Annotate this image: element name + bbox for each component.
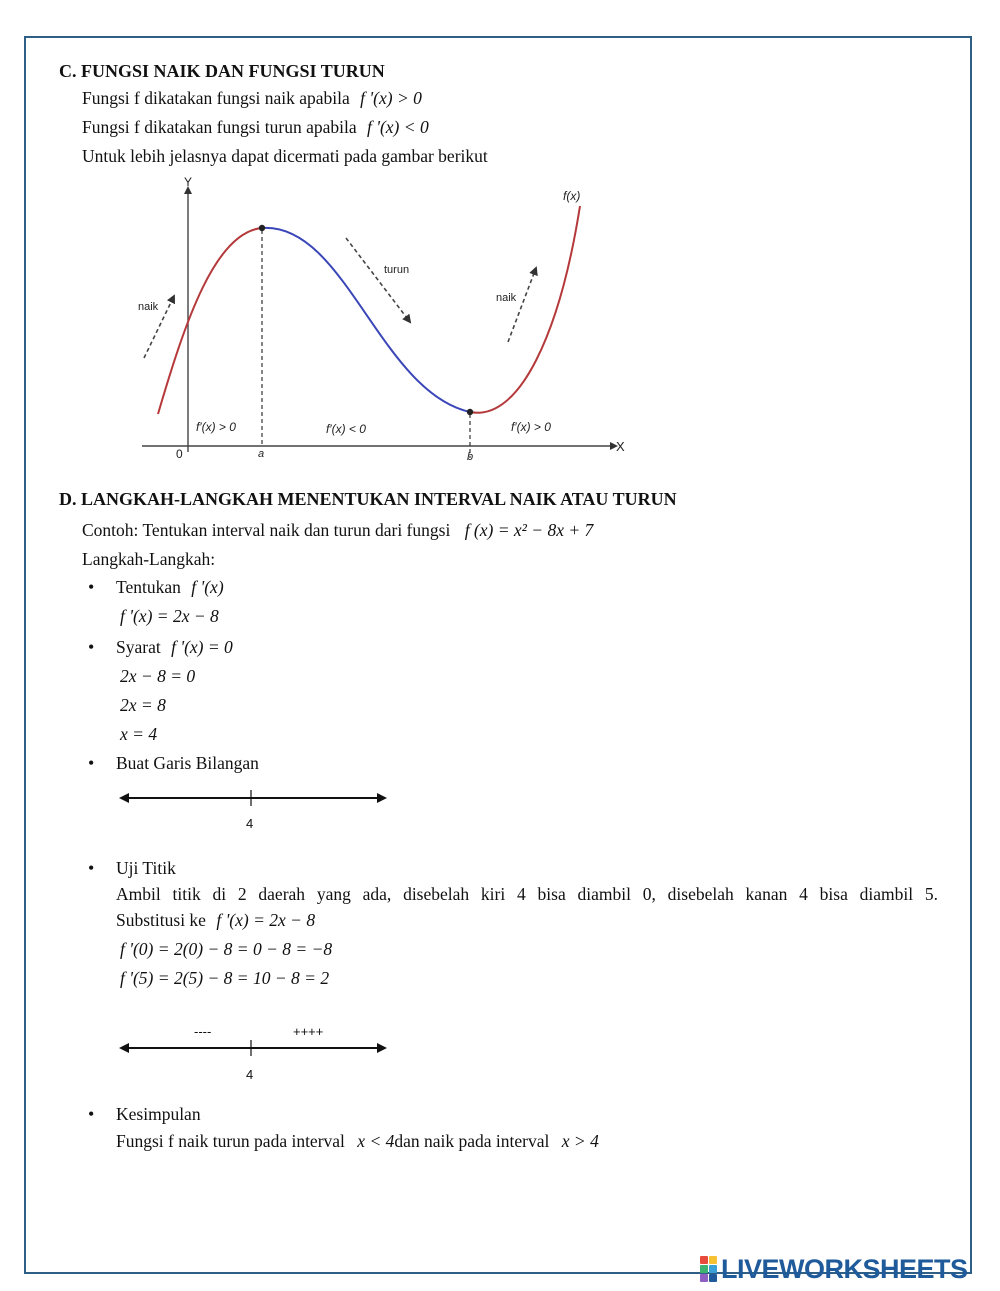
logo-square bbox=[700, 1265, 708, 1273]
steps-title: Langkah-Langkah: bbox=[82, 549, 216, 569]
curve-decreasing bbox=[262, 228, 470, 412]
liveworksheets-logo-mark bbox=[700, 1256, 717, 1282]
step2-label-text: Syarat bbox=[116, 637, 161, 657]
liveworksheets-logo bbox=[700, 1254, 968, 1284]
sign-positive-label: ++++ bbox=[293, 1024, 324, 1039]
example-statement bbox=[82, 519, 593, 541]
definition-decreasing-text: Fungsi f dikatakan fungsi turun apabila bbox=[82, 117, 357, 137]
logo-square bbox=[709, 1256, 717, 1264]
sign-negative-label: ---- bbox=[194, 1024, 212, 1039]
bullet-icon: • bbox=[88, 577, 95, 597]
definition-decreasing-math: f '(x) < 0 bbox=[366, 117, 429, 137]
function-graph bbox=[130, 172, 640, 464]
bullet-icon: • bbox=[88, 858, 95, 878]
arrow-left-icon bbox=[119, 793, 129, 803]
step1-label-math: f '(x) bbox=[191, 577, 224, 597]
bullet-icon: • bbox=[88, 753, 95, 773]
bullet-icon: • bbox=[88, 637, 95, 657]
step4-line: f '(5) = 2(5) − 8 = 10 − 8 = 2 bbox=[120, 968, 330, 988]
step4-substitution-math: f '(x) = 2x − 8 bbox=[216, 910, 316, 930]
step2-line: 2x = 8 bbox=[120, 695, 166, 715]
example-text: Contoh: Tentukan interval naik dan turun dari fungsi bbox=[82, 520, 451, 540]
conclusion-math-a: x < 4 bbox=[357, 1131, 395, 1151]
step1-label-text: Tentukan bbox=[116, 577, 181, 597]
number-line-1-value: 4 bbox=[246, 816, 254, 831]
step2-line: 2x − 8 = 0 bbox=[120, 666, 196, 686]
naik-label-right: naik bbox=[496, 292, 517, 304]
section-c-heading: C. FUNGSI NAIK DAN FUNGSI TURUN bbox=[59, 61, 385, 81]
region-middle-label: f′(x) < 0 bbox=[326, 422, 366, 436]
bullet-icon: • bbox=[88, 1104, 95, 1124]
arrow-left-icon bbox=[119, 1043, 129, 1053]
local-max-point bbox=[259, 225, 265, 231]
step2-line: x = 4 bbox=[120, 724, 158, 744]
turun-arrow bbox=[346, 238, 410, 322]
step4-text: Ambil titik di 2 daerah yang ada, disebelah kiri 4 bisa diambil 0, disebelah kanan 4 bisa diambil 5. bbox=[116, 884, 938, 904]
definition-decreasing bbox=[82, 116, 429, 138]
step1-label bbox=[116, 576, 224, 598]
y-axis-label: Y bbox=[184, 175, 193, 189]
conclusion-math-b: x > 4 bbox=[561, 1131, 599, 1151]
x-axis-label: X bbox=[616, 439, 625, 454]
section-d-heading: D. LANGKAH-LANGKAH MENENTUKAN INTERVAL NAIK ATAU TURUN bbox=[59, 489, 677, 509]
arrow-right-icon bbox=[377, 1043, 387, 1053]
naik-label-left: naik bbox=[138, 301, 159, 313]
turun-label: turun bbox=[384, 264, 410, 276]
logo-square bbox=[709, 1274, 717, 1282]
conclusion-text-a: Fungsi f naik turun pada interval bbox=[116, 1131, 345, 1151]
arrow-right-icon bbox=[377, 793, 387, 803]
step4-substitution-text: Substitusi ke bbox=[116, 910, 206, 930]
definition-increasing-math: f '(x) > 0 bbox=[360, 88, 422, 108]
number-line-2-value: 4 bbox=[246, 1067, 254, 1082]
point-a-label: a bbox=[258, 448, 265, 460]
step5-conclusion bbox=[116, 1130, 599, 1152]
step2-label-math: f '(x) = 0 bbox=[171, 637, 233, 657]
step3-label: Buat Garis Bilangan bbox=[116, 753, 259, 773]
figure-intro: Untuk lebih jelasnya dapat dicermati pada gambar berikut bbox=[82, 146, 488, 166]
region-right-label: f′(x) > 0 bbox=[511, 420, 551, 434]
origin-label: 0 bbox=[176, 447, 183, 461]
step1-line: f '(x) = 2x − 8 bbox=[120, 606, 219, 626]
region-left-label: f′(x) > 0 bbox=[196, 420, 236, 434]
step5-label: Kesimpulan bbox=[116, 1104, 201, 1124]
curve-label: f(x) bbox=[563, 189, 581, 203]
step4-substitution bbox=[116, 909, 315, 931]
curve-increasing-right bbox=[470, 206, 580, 413]
curve-increasing-left bbox=[158, 228, 262, 414]
logo-square bbox=[709, 1265, 717, 1273]
logo-square bbox=[700, 1256, 708, 1264]
number-line-2 bbox=[115, 1018, 395, 1088]
number-line-1 bbox=[115, 784, 395, 836]
local-min-point bbox=[467, 409, 473, 415]
liveworksheets-logo-text: LIVEWORKSHEETS bbox=[721, 1253, 968, 1284]
conclusion-text-b: dan naik pada interval bbox=[394, 1131, 550, 1151]
example-function: f (x) = x² − 8x + 7 bbox=[464, 520, 594, 540]
step4-line: f '(0) = 2(0) − 8 = 0 − 8 = −8 bbox=[120, 939, 333, 959]
naik-arrow-right bbox=[508, 268, 536, 342]
step2-label bbox=[116, 636, 233, 658]
definition-increasing bbox=[82, 87, 422, 109]
point-b-label: b bbox=[467, 451, 474, 463]
definition-increasing-text: Fungsi f dikatakan fungsi naik apabila bbox=[82, 88, 350, 108]
logo-square bbox=[700, 1274, 708, 1282]
step4-label: Uji Titik bbox=[116, 858, 176, 878]
